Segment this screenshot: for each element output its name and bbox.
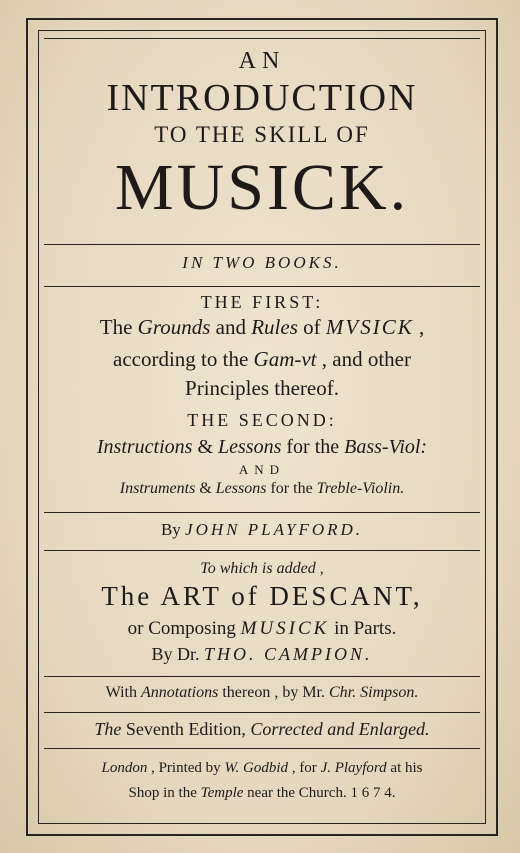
top-rule: [44, 38, 480, 39]
first-book-line-3: Principles thereof.: [185, 376, 339, 400]
campion-line: By Dr. THO. CAMPION.: [151, 644, 373, 664]
title-line-an: AN: [238, 48, 286, 74]
rule-1: [44, 244, 480, 245]
edition-line: The Seventh Edition, Corrected and Enlarged.: [94, 719, 430, 739]
imprint-line-2: Shop in the Temple near the Church. 1 6 7 4.: [128, 785, 396, 801]
rule-2: [44, 286, 480, 287]
second-book-line-2: Instruments & Lessons for the Treble-Violin.: [119, 480, 405, 497]
two-books-line: IN TWO BOOKS.: [182, 253, 342, 272]
title-line-introduction: INTRODUCTION: [106, 77, 418, 119]
title-line-skill-of: TO THE SKILL OF: [154, 122, 370, 147]
rule-4: [44, 550, 480, 551]
imprint-line-1: London , Printed by W. Godbid , for J. Playford at his: [101, 760, 423, 776]
art-of-descant-line: The ART of DESCANT,: [101, 581, 423, 611]
first-book-line-1: The Grounds and Rules of MVSICK ,: [99, 315, 425, 339]
first-book-line-2: according to the Gam-vt , and other: [113, 347, 411, 371]
title-page-content: [44, 36, 480, 818]
rule-7: [44, 748, 480, 749]
rule-3: [44, 512, 480, 513]
second-book-line-1: Instructions & Lessons for the Bass-Viol:: [96, 436, 428, 458]
first-heading: THE FIRST:: [200, 292, 324, 312]
annotations-line: With Annotations thereon , by Mr. Chr. Simpson.: [105, 684, 419, 701]
and-line: AND: [238, 462, 286, 477]
added-intro: To which is added ,: [200, 560, 324, 577]
title-line-musick: MUSICK.: [114, 151, 410, 224]
rule-6: [44, 712, 480, 713]
second-heading: THE SECOND:: [187, 410, 337, 430]
composing-line: or Composing MUSICK in Parts.: [127, 618, 397, 639]
author-line: By JOHN PLAYFORD.: [160, 520, 364, 539]
rule-5: [44, 676, 480, 677]
